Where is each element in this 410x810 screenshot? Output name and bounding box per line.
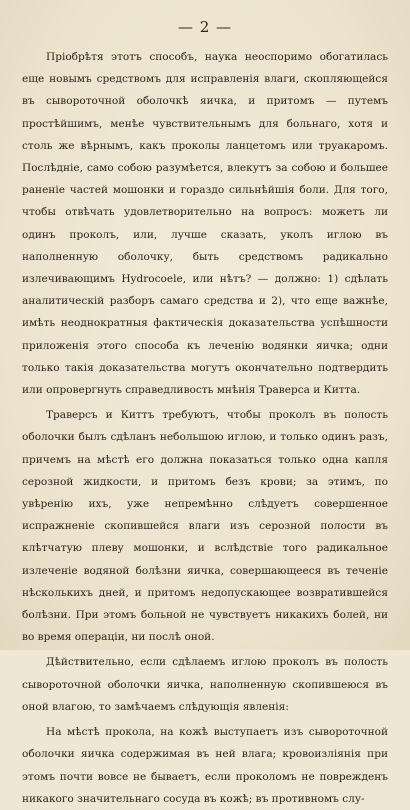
paragraph: На мѣстѣ прокола, на кожѣ выступаетъ изъ сывороточной оболочки яичка содержимая въ ней влага; кровоизліянія при этомъ почти вовсе не бываетъ, если прокoломъ не поврежденъ никакого значительнаго сосуда въ кожѣ; въ противномъ слу- — [22, 726, 388, 805]
paragraph: Траверсъ и Киттъ требуютъ, чтобы проколъ въ полость оболочки былъ сдѣланъ небольшою иглою, и только одинъ разъ, причемъ на мѣстѣ его должна показаться только одна капля серозной жидкости, и притомъ безъ крови; за этимъ, по увѣренію ихъ, уже непремѣнно слѣдуетъ совершенное испражненіе скопившейся влаги изъ серозной полости въ клѣтчатую плеву мошонки, и вслѣдствіе того радикальное излеченіе водяной болѣзни яичка, совершающееся въ теченіе нѣсколькихъ дней, и притомъ недопускающее возвратившейся болѣзни. При этомъ больной не чувствуетъ никакихъ болей, ни во время операціи, ни послѣ оной. — [22, 409, 388, 644]
paragraph: Пріобрѣтя этотъ способъ, наука неоспоримо обогатилась еще новымъ средствомъ для исправленія влаги, скопляющейся въ сывороточной оболочкѣ яичка, и притомъ — путемъ простѣйшимъ, менѣе чувствительнымъ для больнаго, хотя и столь же вѣрнымъ, какъ проколы ланцетомъ или труакаромъ. Послѣдніе, само собою разумѣется, влекутъ за собою и большее раненіе частей мошонки и гораздо сильнѣйшія боли. Для того, чтобы отвѣчать удовлетворительно на вопросъ: можетъ ли одинъ проколъ, или, лучше сказать, уколъ иглою въ наполненную оболочку, быть средствомъ радикально излечивающимъ Hydrocoele, или нѣтъ? — должно: 1) сдѣлать аналитическій разборъ самаго средства и 2), что еще важнѣе, имѣть неоднократныя фактическія доказательства успѣшности приложенія этого способа къ леченію водянки яичка; одни только такія доказательства могутъ окончательно подтвердить или опровергнуть справедливость мнѣнія Траверса и Китта. — [22, 51, 388, 397]
page-number: — 2 — — [177, 18, 233, 36]
body-text — [22, 46, 388, 810]
paragraph: Дѣйствительно, если сдѣлаемъ иглою проколъ въ полость сывороточной оболочки яичка, наполненную скопившеюся въ оной влагою, то замѣчаемъ слѣдующія явленія: — [22, 656, 388, 713]
